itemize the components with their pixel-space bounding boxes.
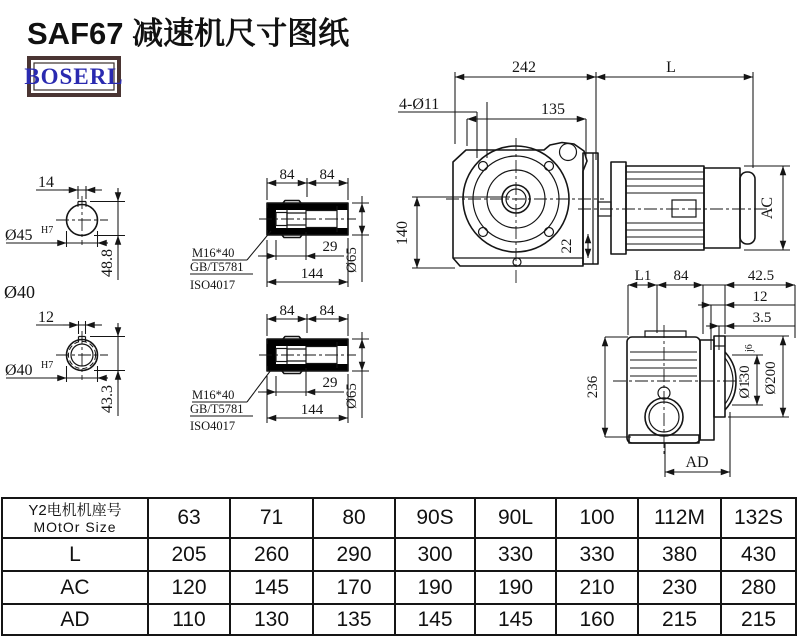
dim-pitch: 135 bbox=[541, 101, 565, 118]
dim-bolt-len: 29 bbox=[322, 375, 338, 391]
dim-len-a: 84 bbox=[279, 167, 295, 183]
cell-AC-4: 190 bbox=[475, 571, 556, 604]
section-view-top bbox=[5, 174, 125, 280]
dim-len-b: 84 bbox=[319, 167, 335, 183]
dim-len-a: 84 bbox=[279, 303, 295, 319]
cell-AC-3: 190 bbox=[395, 571, 475, 604]
dim-total-len: 144 bbox=[300, 266, 324, 282]
row-label-L: L bbox=[2, 538, 148, 571]
cell-AC-7: 280 bbox=[721, 571, 796, 604]
table-row-L bbox=[2, 538, 796, 571]
dim-dia: Ø65 bbox=[344, 383, 360, 409]
dim-l1: L1 bbox=[634, 268, 652, 284]
dim-motor-length: L bbox=[666, 59, 676, 76]
dim-overall: 242 bbox=[512, 59, 536, 76]
front-view bbox=[394, 59, 790, 283]
cell-AC-2: 170 bbox=[313, 571, 395, 604]
cell-AD-5: 160 bbox=[556, 604, 638, 635]
cell-L-7: 430 bbox=[721, 538, 796, 571]
cell-AD-1: 130 bbox=[230, 604, 313, 635]
dim-bore: Ø40 bbox=[5, 362, 33, 379]
cell-AD-7: 215 bbox=[721, 604, 796, 635]
table-header-row bbox=[2, 498, 796, 538]
cell-AC-6: 230 bbox=[638, 571, 721, 604]
cell-L-1: 260 bbox=[230, 538, 313, 571]
dim-12: 12 bbox=[752, 289, 768, 305]
dim-step: 22 bbox=[559, 238, 575, 254]
col-100: 100 bbox=[556, 498, 638, 538]
dim-flange: Ø200 bbox=[763, 361, 779, 395]
col-63: 63 bbox=[148, 498, 230, 538]
bolt-note-1: M16*40 bbox=[192, 388, 235, 402]
dim-depth: 43.3 bbox=[99, 385, 116, 413]
hollow-shaft-view-bottom bbox=[190, 303, 369, 433]
dim-total-len: 144 bbox=[300, 402, 324, 418]
side-view bbox=[585, 268, 795, 477]
cell-AC-0: 120 bbox=[148, 571, 230, 604]
col-80: 80 bbox=[313, 498, 395, 538]
header-motor-size bbox=[2, 498, 148, 538]
cell-L-0: 205 bbox=[148, 538, 230, 571]
dim-keyway-width: 12 bbox=[38, 309, 54, 326]
bolt-note-3: ISO4017 bbox=[190, 278, 236, 292]
header-motor-size-en: MOtOr Size bbox=[33, 518, 117, 535]
dim-spigot: Ø130 bbox=[737, 365, 753, 399]
cell-AC-5: 210 bbox=[556, 571, 638, 604]
dim-bore-tolerance: H7 bbox=[41, 360, 54, 371]
motor-size-table bbox=[1, 497, 797, 636]
bolt-note-3: ISO4017 bbox=[190, 419, 236, 433]
cell-AC-1: 145 bbox=[230, 571, 313, 604]
row-label-AD: AD bbox=[2, 604, 148, 635]
col-112m: 112M bbox=[638, 498, 721, 538]
header-motor-size-cn: Y2电机机座号 bbox=[28, 501, 122, 519]
cell-AD-3: 145 bbox=[395, 604, 475, 635]
section-view-bottom bbox=[5, 309, 125, 416]
cell-L-6: 380 bbox=[638, 538, 721, 571]
logo-text: BOSERL bbox=[24, 64, 124, 89]
dim-bolt-len: 29 bbox=[322, 239, 338, 255]
cell-AD-0: 110 bbox=[148, 604, 230, 635]
dim-len-b: 84 bbox=[319, 303, 335, 319]
table-row-AD bbox=[2, 604, 796, 635]
bolt-note-1: M16*40 bbox=[192, 246, 235, 260]
brand-logo bbox=[24, 58, 123, 95]
dim-3-5: 3.5 bbox=[752, 310, 772, 326]
page-title: SAF67 减速机尺寸图纸 bbox=[27, 16, 350, 51]
dim-42-5: 42.5 bbox=[747, 268, 775, 284]
col-90l: 90L bbox=[475, 498, 556, 538]
cell-AD-4: 145 bbox=[475, 604, 556, 635]
col-90s: 90S bbox=[395, 498, 475, 538]
col-71: 71 bbox=[230, 498, 313, 538]
cell-AD-2: 135 bbox=[313, 604, 395, 635]
dim-holes: 4-Ø11 bbox=[399, 96, 440, 113]
table-row-AC bbox=[2, 571, 796, 604]
hollow-shaft-view-top bbox=[190, 167, 369, 292]
dim-keyway-width: 14 bbox=[38, 174, 54, 191]
dim-height: 140 bbox=[394, 221, 411, 245]
dim-bore-tolerance: H7 bbox=[41, 225, 54, 236]
dim-spigot-tolerance: j6 bbox=[744, 344, 755, 352]
dim-bore: Ø45 bbox=[5, 227, 33, 244]
cell-L-5: 330 bbox=[556, 538, 638, 571]
dim-depth: 48.8 bbox=[99, 249, 116, 277]
dim-dia: Ø65 bbox=[344, 247, 360, 273]
row-label-AC: AC bbox=[2, 571, 148, 604]
cell-AD-6: 215 bbox=[638, 604, 721, 635]
dim-motor-dia: AC bbox=[759, 196, 776, 220]
cell-L-3: 300 bbox=[395, 538, 475, 571]
cell-L-2: 290 bbox=[313, 538, 395, 571]
cell-L-4: 330 bbox=[475, 538, 556, 571]
bolt-note-2: GB/T5781 bbox=[190, 260, 244, 274]
bolt-note-2: GB/T5781 bbox=[190, 402, 244, 416]
dim-84: 84 bbox=[673, 268, 689, 284]
col-132s: 132S bbox=[721, 498, 796, 538]
shaft-diameter-label: Ø40 bbox=[4, 282, 35, 302]
dim-height: 236 bbox=[585, 375, 601, 399]
dim-width-ad: AD bbox=[685, 454, 709, 471]
